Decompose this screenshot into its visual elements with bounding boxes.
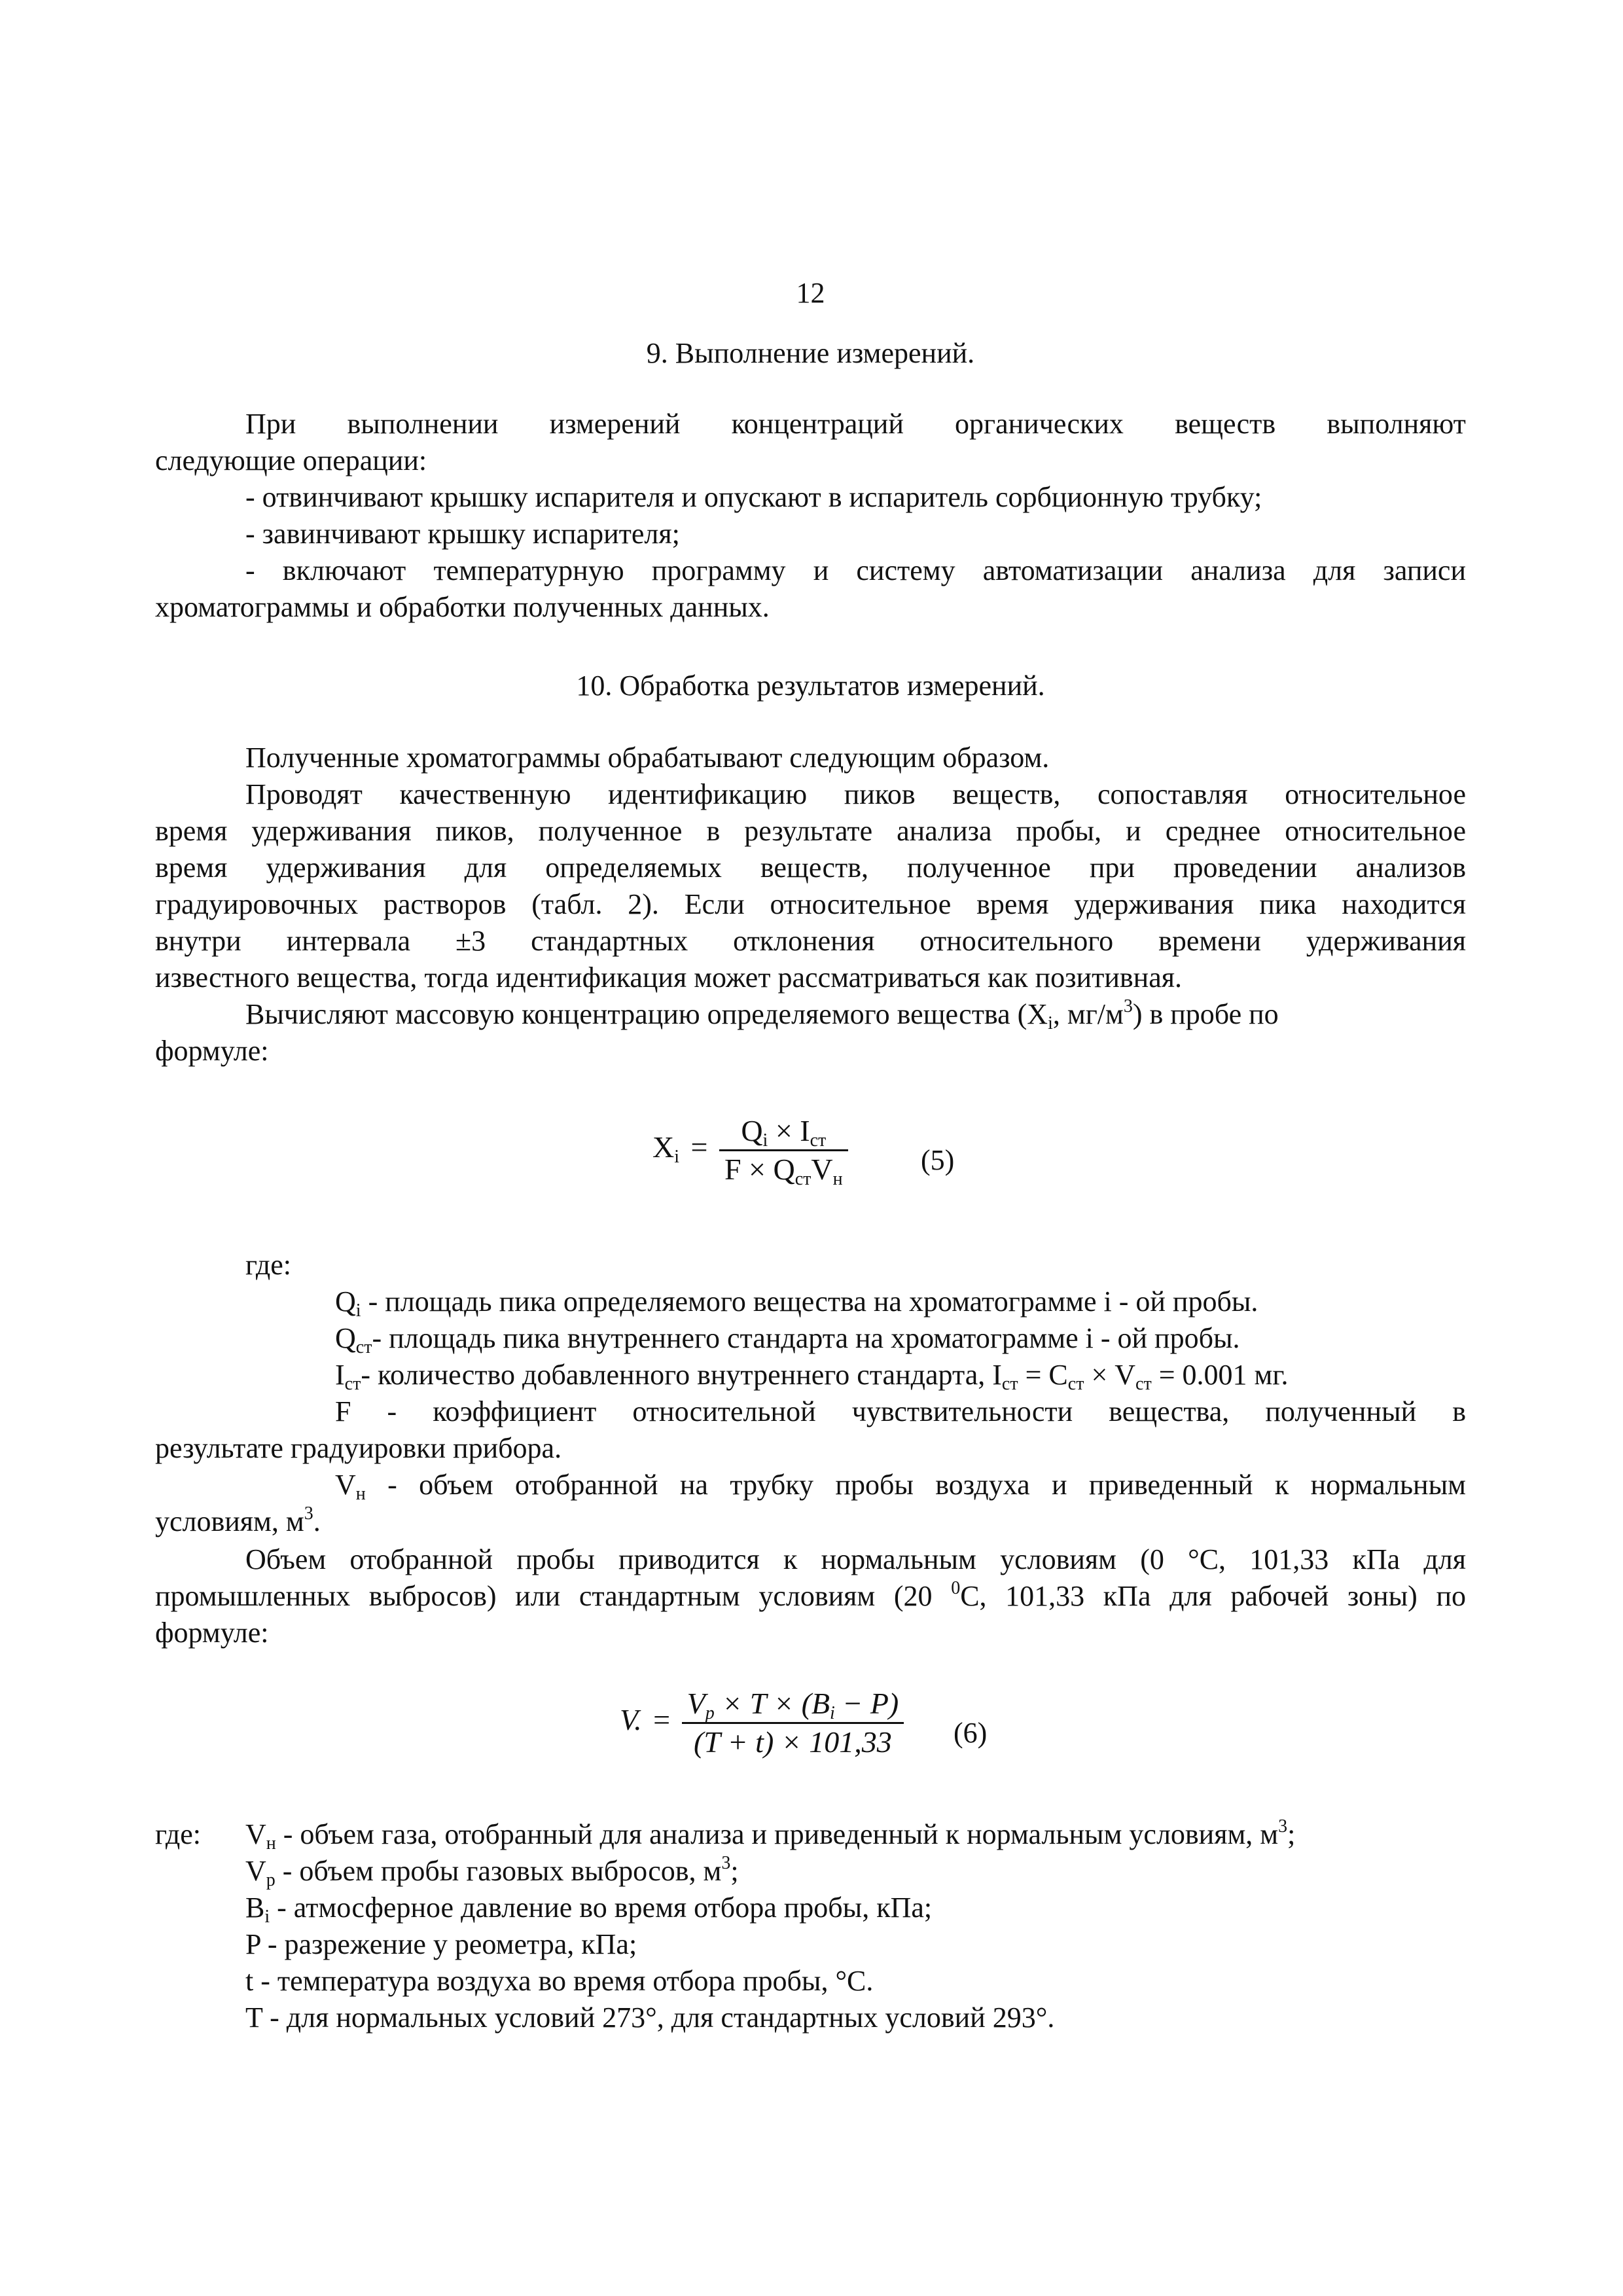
word: концентраций — [731, 408, 904, 440]
where-label: где: — [245, 1249, 291, 1281]
subscript: р — [266, 1870, 276, 1890]
subscript: ст — [1001, 1374, 1018, 1394]
subscript: ст — [344, 1374, 361, 1394]
definition-qst — [155, 1320, 1466, 1357]
formula-6-number: (6) — [954, 1717, 988, 1749]
definition-bi — [155, 1890, 1466, 1926]
definition-vn-line1 — [155, 1467, 1466, 1503]
text: - объем пробы газовых выбросов, м — [275, 1855, 722, 1887]
paragraph-line: внутри интервала ±3 стандартных отклонения относительного времени удерживания — [155, 925, 1466, 957]
subscript: н — [832, 1169, 843, 1189]
section-10-title: 10. Обработка результатов измерений. — [576, 670, 1045, 702]
formula-5-number: (5) — [921, 1144, 955, 1176]
paragraph-line — [155, 996, 1466, 1033]
definition-t: t - температура воздуха во время отбора пробы, °С. — [245, 1965, 874, 1997]
text: - площадь пика внутреннего стандарта на хроматограмме i - ой пробы. — [372, 1322, 1240, 1354]
section-9-intro-line — [155, 406, 1466, 442]
where-label: где: — [155, 1818, 201, 1850]
text: Вычисляют массовую концентрацию определяемого вещества (X — [245, 998, 1048, 1030]
where-block-1 — [155, 1247, 1466, 1540]
definition-ist — [155, 1357, 1466, 1393]
text: - количество добавленного внутреннего стандарта, I — [361, 1359, 1002, 1391]
superscript: 0 — [951, 1578, 961, 1598]
section-9-title: 9. Выполнение измерений. — [646, 337, 975, 369]
superscript: 3 — [1278, 1816, 1288, 1837]
subscript: i — [762, 1130, 768, 1151]
text: × I — [768, 1114, 810, 1147]
denominator: (T + t) × 101,33 — [682, 1722, 904, 1761]
word: веществ — [1175, 408, 1276, 440]
text: F × Q — [724, 1153, 795, 1186]
subscript: ст — [794, 1169, 812, 1189]
fraction — [719, 1113, 848, 1188]
text: ; — [730, 1855, 739, 1887]
text: , мг/м — [1052, 998, 1124, 1030]
numerator — [719, 1113, 848, 1149]
subscript: i — [674, 1147, 680, 1168]
formula-6 — [620, 1685, 904, 1761]
subscript: н — [266, 1833, 276, 1854]
text: V — [245, 1855, 266, 1887]
superscript: 3 — [721, 1853, 731, 1873]
paragraph-line: градуировочных растворов (табл. 2). Если относительное время удерживания пика находится — [155, 888, 1466, 920]
paragraph-line — [155, 1578, 1466, 1615]
text: ) в пробе по — [1132, 998, 1279, 1030]
text: − P) — [834, 1687, 899, 1720]
operation-item-2: - завинчивают крышку испарителя; — [245, 518, 680, 550]
definition-q — [155, 1283, 1466, 1320]
text: V — [245, 1818, 266, 1850]
word: выполняют — [1327, 408, 1466, 440]
text: - площадь пика определяемого вещества на хроматограмме i - ой пробы. — [361, 1285, 1258, 1318]
operation-item-1: - отвинчивают крышку испарителя и опускают в испаритель сорбционную трубку; — [245, 481, 1262, 513]
text: × T × (B — [714, 1687, 830, 1720]
page-number: 12 — [796, 277, 825, 309]
definition-f-line1: F - коэффициент относительной чувствительности вещества, полученный в — [335, 1395, 1466, 1427]
text: условиям, м — [155, 1505, 304, 1537]
text: B — [245, 1892, 265, 1924]
definition-T: T - для нормальных условий 273°, для стандартных условий 293°. — [245, 2001, 1055, 2034]
operation-item-3-line2: хроматограммы и обработки полученных данных. — [155, 591, 770, 623]
word: измерений — [549, 408, 681, 440]
text: I — [335, 1359, 345, 1391]
definition-p: P - разрежение у реометра, кПа; — [245, 1928, 637, 1960]
paragraph-line: время удерживания для определяемых веществ, полученное при проведении анализов — [155, 852, 1466, 884]
denominator — [719, 1149, 848, 1188]
where-block-2 — [155, 1816, 1466, 2036]
subscript: ст — [1135, 1374, 1152, 1394]
formula-symbol: V. — [620, 1703, 642, 1737]
subscript: р — [705, 1703, 715, 1723]
equals-sign: = — [653, 1703, 671, 1737]
numerator — [682, 1685, 904, 1722]
text: × V — [1084, 1359, 1136, 1391]
subscript: i — [264, 1907, 270, 1927]
text: - объем газа, отобранный для анализа и приведенный к нормальным условиям, м — [276, 1818, 1279, 1850]
subscript: ст — [810, 1130, 827, 1151]
text: Q — [741, 1114, 763, 1147]
volume-paragraph — [155, 1541, 1466, 1651]
definition-vp — [155, 1853, 1466, 1890]
definition-vn — [155, 1816, 1466, 1853]
definition-f-line2: результате градуировки прибора. — [155, 1432, 562, 1464]
subscript: i — [830, 1703, 835, 1723]
subscript: ст — [355, 1337, 372, 1357]
subscript: н — [355, 1484, 366, 1504]
text: V — [335, 1469, 356, 1501]
word: выполнении — [347, 408, 499, 440]
subscript: i — [1048, 1013, 1053, 1033]
text: промышленных выбросов) или стандартным условиям (20 — [155, 1580, 952, 1612]
text: Q — [335, 1322, 356, 1354]
text: - атмосферное давление во время отбора пробы, кПа; — [270, 1892, 933, 1924]
paragraph-text — [245, 996, 1279, 1033]
paragraph-line: формуле: — [155, 1617, 269, 1649]
superscript: 3 — [1123, 996, 1133, 1016]
subscript: ст — [1067, 1374, 1084, 1394]
paragraph-line: Проводят качественную идентификацию пиков веществ, сопоставляя относительное — [245, 778, 1466, 810]
paragraph-line: Полученные хроматограммы обрабатывают следующим образом. — [245, 742, 1050, 774]
text: V — [811, 1153, 833, 1186]
subscript: i — [355, 1300, 361, 1321]
operation-item-3-line1: - включают температурную программу и систему автоматизации анализа для записи — [245, 554, 1466, 586]
word: органических — [955, 408, 1124, 440]
word: При — [245, 408, 296, 440]
superscript: 3 — [304, 1503, 313, 1524]
section-9-intro-line2: следующие операции: — [155, 444, 427, 476]
text: - объем отобранной на трубку пробы воздуха и приведенный к нормальным — [365, 1469, 1466, 1501]
paragraph-line: формуле: — [155, 1035, 269, 1067]
definition-vn-line2 — [155, 1503, 1466, 1540]
text: V — [687, 1687, 705, 1720]
text: . — [313, 1505, 321, 1537]
text: ; — [1287, 1818, 1296, 1850]
text: С, 101,33 кПа для рабочей зоны) по — [960, 1580, 1466, 1612]
formula-5 — [652, 1113, 848, 1188]
paragraph-line: Объем отобранной пробы приводится к нормальным условиям (0 °С, 101,33 кПа для — [245, 1543, 1466, 1575]
section-9-paragraph — [155, 406, 1466, 626]
paragraph-line: известного вещества, тогда идентификация может рассматриваться как позитивная. — [155, 961, 1182, 994]
section-10-paragraphs — [155, 740, 1466, 1069]
formula-symbol: X — [652, 1130, 675, 1164]
fraction — [682, 1685, 904, 1761]
paragraph-line: время удерживания пиков, полученное в результате анализа пробы, и среднее относительное — [155, 815, 1466, 847]
text: Q — [335, 1285, 356, 1318]
text: = C — [1018, 1359, 1068, 1391]
equals-sign: = — [690, 1130, 708, 1164]
text: = 0.001 мг. — [1151, 1359, 1289, 1391]
